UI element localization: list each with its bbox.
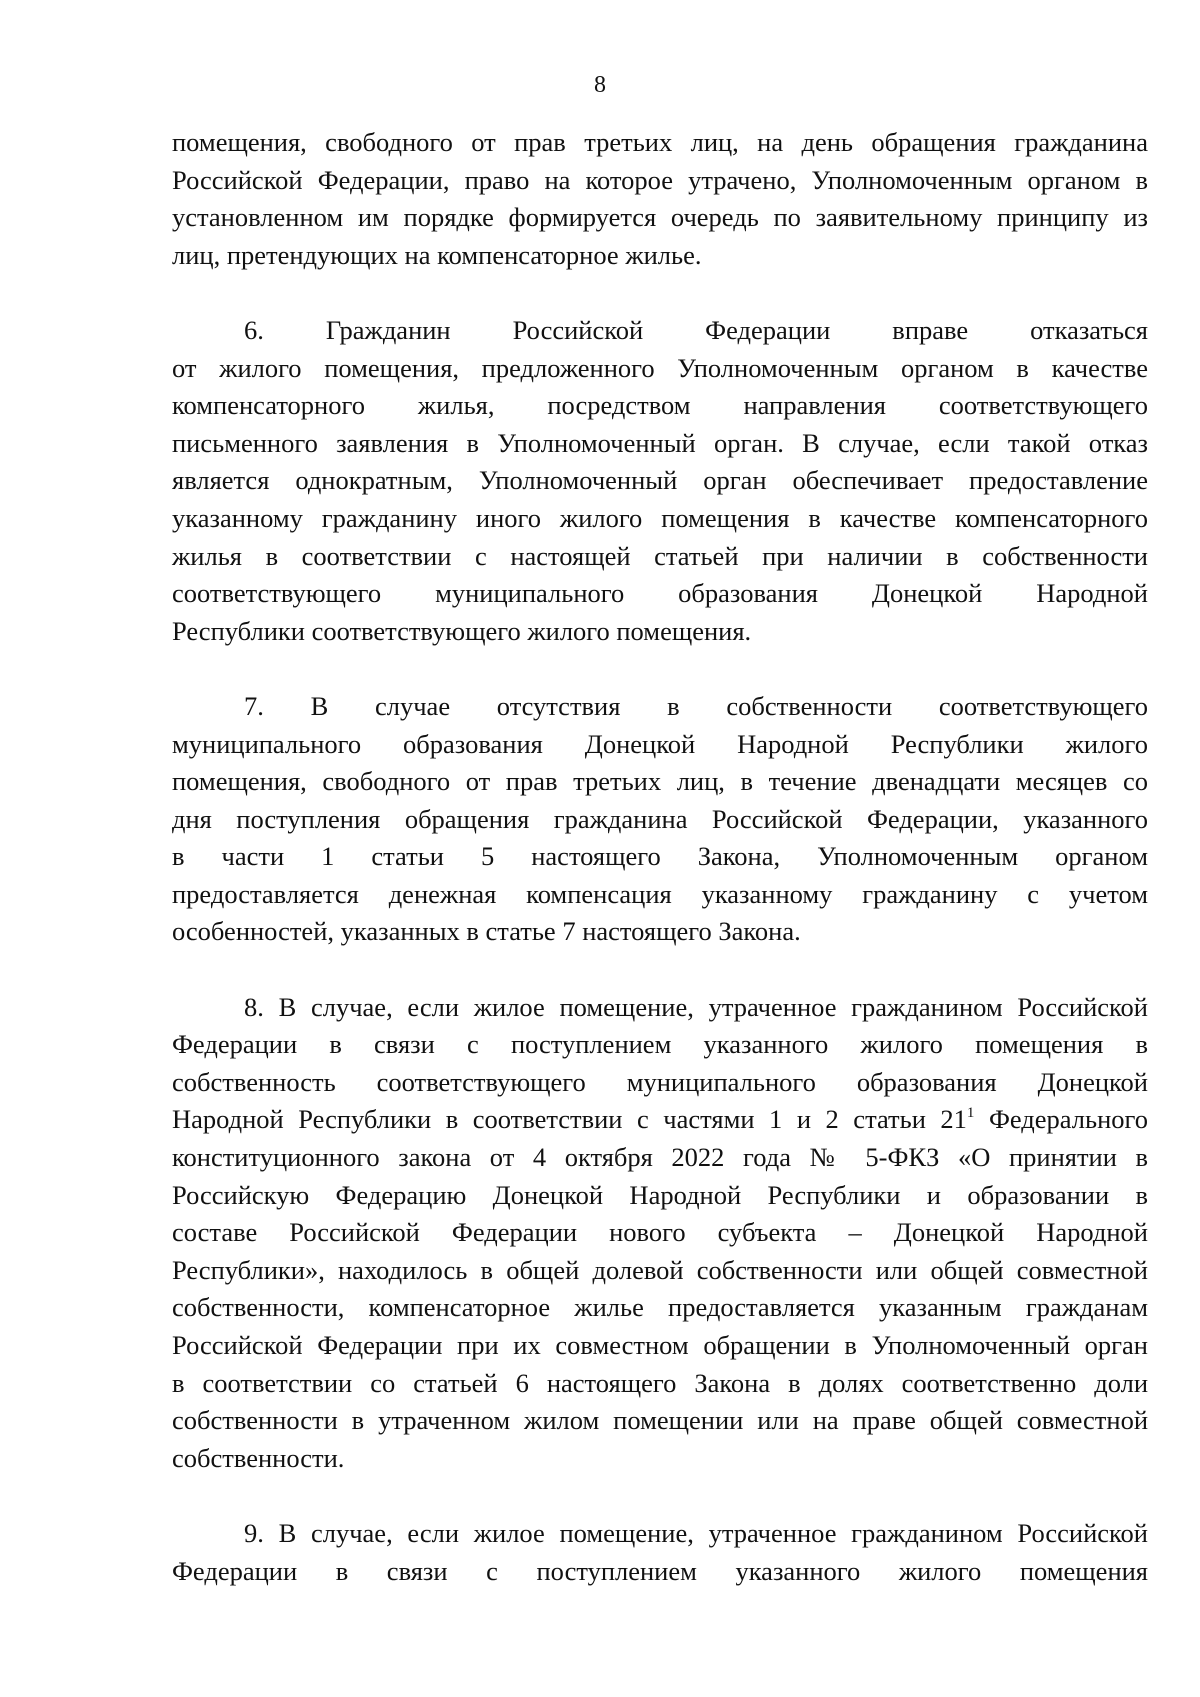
paragraph-8: [172, 989, 1148, 1478]
text-line: помещения, свободного от прав третьих лиц, на день обращения гражданина: [172, 127, 1148, 157]
text-line: предоставляется денежная компенсация указанному гражданину с учетом: [172, 878, 1148, 909]
document-body: [172, 124, 1148, 1590]
text-line: Федерации в связи с поступлением указанного жилого помещения: [172, 1555, 1148, 1586]
text-line: дня поступления обращения гражданина Российской Федерации, указанного: [172, 803, 1148, 834]
text-line: собственности, компенсаторное жилье предоставляется указанным гражданам: [172, 1292, 1148, 1323]
text-line: Республики», находилось в общей долевой собственности или общей совместной: [172, 1254, 1148, 1285]
text-line: собственности в утраченном жилом помещении или на праве общей совместной: [172, 1405, 1148, 1436]
text-line: собственности.: [172, 1442, 345, 1473]
text-line: в части 1 статьи 5 настоящего Закона, Уполномоченным органом: [172, 841, 1148, 872]
text-line: письменного заявления в Уполномоченный орган. В случае, если такой отказ: [172, 427, 1148, 458]
text-line: установленном им порядке формируется очередь по заявительному принципу из: [172, 202, 1148, 233]
text-line: жилья в соответствии с настоящей статьей при наличии в собственности: [172, 540, 1148, 571]
text-line: муниципального образования Донецкой Народной Республики жилого: [172, 728, 1148, 759]
text-line: конституционного закона от 4 октября 2022 года № 5-ФКЗ «О принятии в: [172, 1142, 1148, 1173]
text-line: указанному гражданину иного жилого помещения в качестве компенсаторного: [172, 502, 1148, 533]
text-line: лиц, претендующих на компенсаторное жилье.: [172, 239, 702, 270]
superscript: 1: [966, 1105, 975, 1122]
paragraph-7: [172, 688, 1148, 951]
text-line: Российскую Федерацию Донецкой Народной Республики и образовании в: [172, 1179, 1148, 1210]
paragraph-9: [172, 1515, 1148, 1590]
text-line: Российской Федерации при их совместном обращении в Уполномоченный орган: [172, 1330, 1148, 1360]
text-line: является однократным, Уполномоченный орган обеспечивает предоставление: [172, 465, 1148, 496]
text-line: 9. В случае, если жилое помещение, утраченное гражданином Российской: [244, 1517, 1148, 1548]
line-text: Народной Республики в соответствии с частями 1 и 2 статьи 21: [172, 1104, 967, 1135]
text-line: компенсаторного жилья, посредством направления соответствующего: [172, 390, 1148, 421]
text-line: помещения, свободного от прав третьих лиц, в течение двенадцати месяцев со: [172, 766, 1148, 797]
text-line: составе Российской Федерации нового субъекта – Донецкой Народной: [172, 1217, 1148, 1248]
text-line: 8. В случае, если жилое помещение, утраченное гражданином Российской: [244, 991, 1148, 1022]
page-number: 8: [594, 72, 606, 98]
text-line: 6. Гражданин Российской Федерации вправе отказаться: [244, 314, 1148, 345]
text-line: от жилого помещения, предложенного Уполномоченным органом в качестве: [172, 352, 1148, 383]
line-text-tail: Федерального: [974, 1104, 1148, 1135]
text-line: Республики соответствующего жилого помещения.: [172, 615, 752, 646]
text-line-with-superscript: [172, 1101, 1148, 1139]
text-line: Российской Федерации, право на которое утрачено, Уполномоченным органом в: [172, 164, 1148, 195]
paragraph-continuation: [172, 124, 1148, 274]
text-line: в соответствии со статьей 6 настоящего Закона в долях соответственно доли: [172, 1367, 1148, 1398]
text-line: соответствующего муниципального образования Донецкой Народной: [172, 578, 1148, 609]
text-line: 7. В случае отсутствия в собственности соответствующего: [244, 690, 1148, 721]
text-line: собственность соответствующего муниципального образования Донецкой: [172, 1066, 1148, 1097]
paragraph-6: [172, 312, 1148, 650]
text-line: особенностей, указанных в статье 7 настоящего Закона.: [172, 916, 801, 947]
text-line: Федерации в связи с поступлением указанного жилого помещения в: [172, 1029, 1148, 1060]
